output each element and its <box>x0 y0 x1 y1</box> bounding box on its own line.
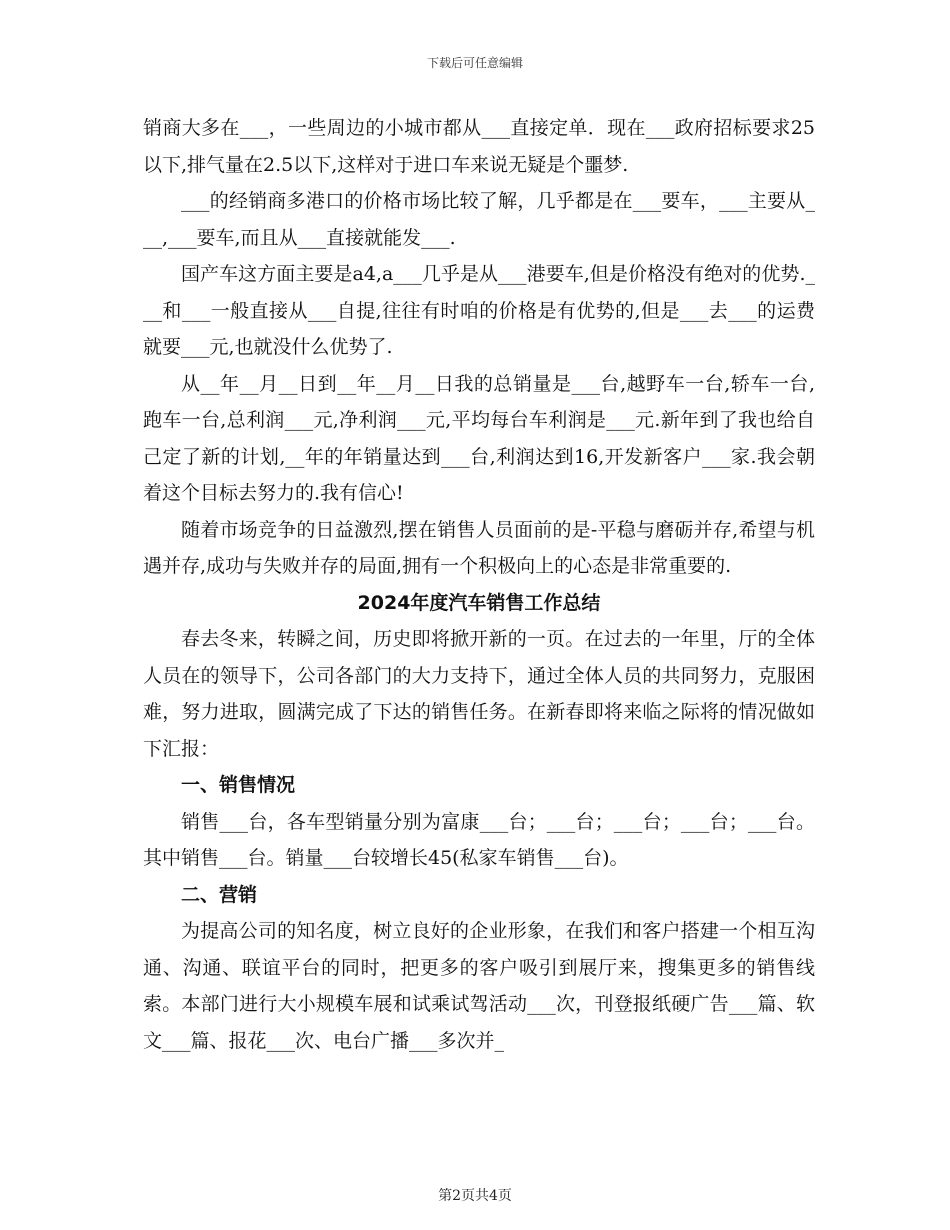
paragraph-domestic-cars: 国产车这方面主要是a4,a___几乎是从___港要车,但是价格没有绝对的优势.___和___一般直接从___自提,往往有时咱的价格是有优势的,但是___去___的运费就要___元,也就没什么优势了. <box>143 263 815 358</box>
paragraph-mindset: 随着市场竞争的日益激烈,摆在销售人员面前的是-平稳与磨砺并存,希望与机遇并存,成功与失败并存的局面,拥有一个积极向上的心态是非常重要的. <box>143 518 815 577</box>
section-heading-sales: 一、销售情况 <box>181 774 296 796</box>
page-indicator: 第2页共4页 <box>438 1188 512 1204</box>
paragraph-intro: 春去冬来，转瞬之间，历史即将掀开新的一页。在过去的一年里，厅的全体人员在的领导下，公司各部门的大力支持下，通过全体人员的共同努力，克服困难，努力进取，圆满完成了下达的销售任务。在新春即将来临之际将的情况做如下汇报： <box>143 628 815 760</box>
header-note: 下载后可任意编辑 <box>426 56 523 70</box>
paragraph-port-dealers: ___的经销商多港口的价格市场比较了解，几乎都是在___要车，___主要从___,___要车,而且从___直接就能发___. <box>143 190 815 249</box>
document-title: 2024年度汽车销售工作总结 <box>357 591 601 614</box>
section-body-sales: 销售___台，各车型销量分别为富康___台；___台；___台；___台；___台。其中销售___台。销量___台较增长45(私家车销售___台)。 <box>143 810 815 869</box>
section-heading-marketing: 二、营销 <box>181 883 258 906</box>
section-body-marketing: 为提高公司的知名度，树立良好的企业形象，在我们和客户搭建一个相互沟通、沟通、联谊平台的同时，把更多的客户吸引到展厅来，搜集更多的销售线索。本部门进行大小规模车展和试乘试驾活动___次，刊登报纸硬广告___篇、软文___篇、报花___次、电台广播___多次并_ <box>143 920 815 1052</box>
paragraph-continuation: 销商大多在___，一些周边的小城市都从___直接定单．现在___政府招标要求25以下,排气量在2.5以下,这样对于进口车来说无疑是个噩梦. <box>143 117 815 176</box>
document-body <box>143 110 815 1059</box>
paragraph-sales-summary: 从__年__月__日到__年__月__日我的总销量是___台,越野车一台,轿车一台,跑车一台,总利润___元,净利润___元,平均每台车利润是___元.新年到了我也给自己定了新的计划,__年的年销量达到___台,利润达到16,开发新客户___家.我会朝着这个目标去努力的.我有信心! <box>143 372 815 504</box>
